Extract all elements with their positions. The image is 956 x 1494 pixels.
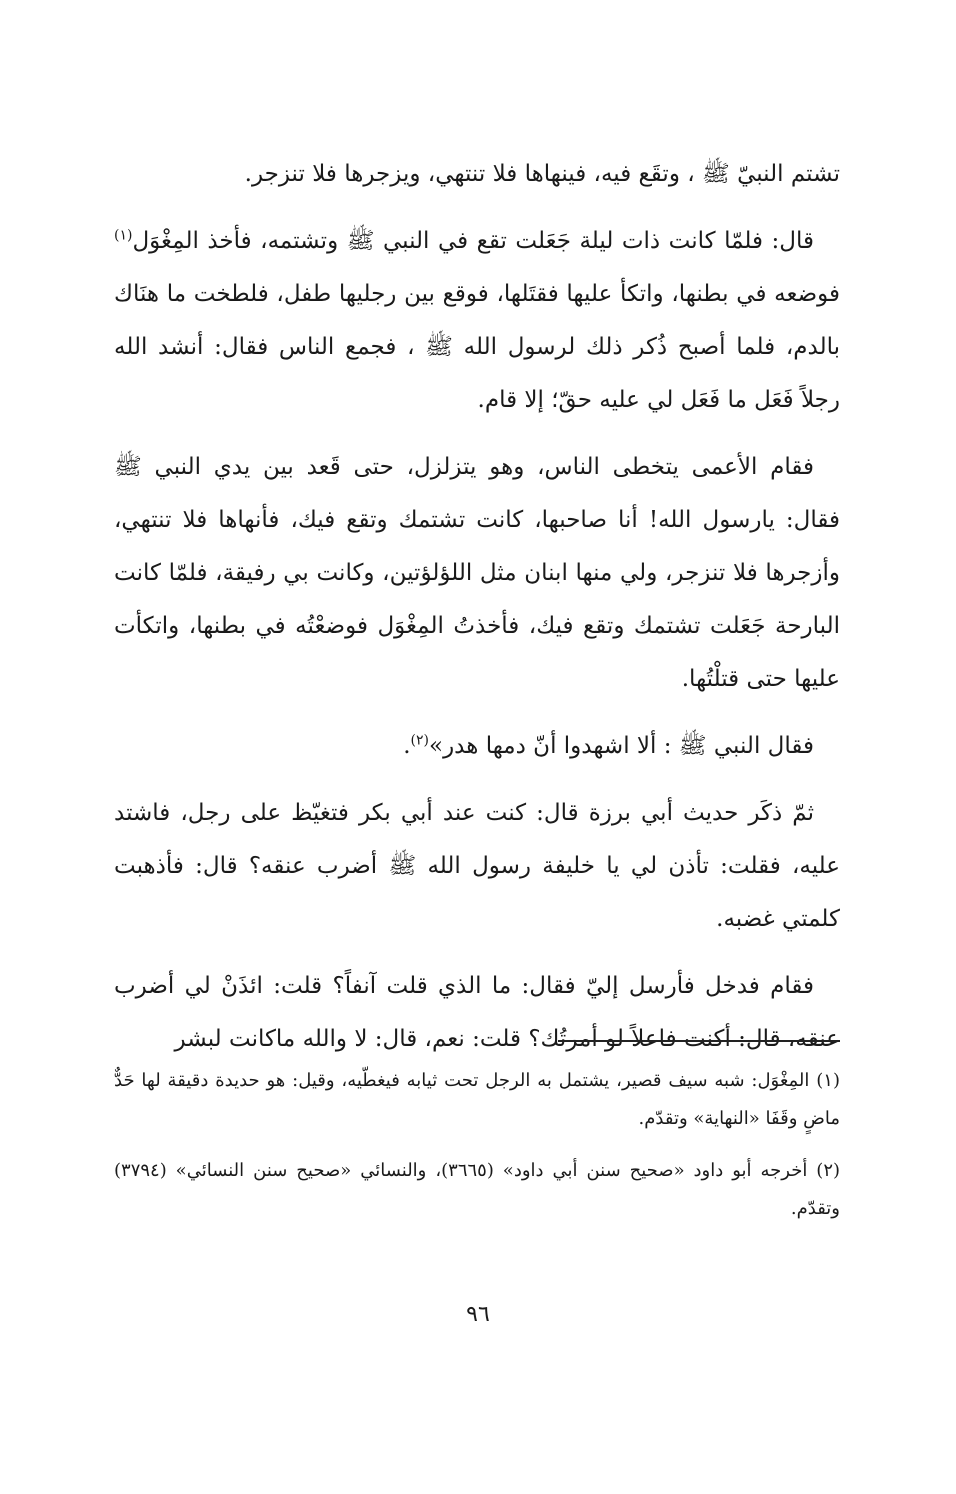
paragraph-text: . — [403, 733, 411, 759]
page-number: ٩٦ — [466, 1302, 490, 1327]
paragraph — [114, 441, 840, 706]
paragraph-text: فقال النبي ﷺ : ألا اشهدوا أنّ دمها هدر» — [429, 733, 814, 759]
footnote: (١) المِغْوَل: شبه سيف قصير، يشتمل به الرجل تحت ثيابه فيغطّيه، وقيل: هو حديدة دقيقة لها حَدٌّ ماضٍ وقَفَا «النهاية» وتقدّم. — [114, 1070, 840, 1129]
paragraph-text: ثمّ ذكَر حديث أبي برزة قال: كنت عند أبي بكر فتغيّظ على رجل، فاشتد عليه، فقلت: تأذن لي يا خليفة رسول الله ﷺ أضرب عنقه؟ قال: فأذهبت كلمتي غضبه. — [114, 800, 840, 932]
paragraph-text: فقام الأعمى يتخطى الناس، وهو يتزلزل، حتى قَعد بين يدي النبي ﷺ فقال: يارسول الله! أنا صاحبها، كانت تشتمك وتقع فيك، فأنهاها فلا تنتهي، وأزجرها فلا تنزجر، ولي منها ابنان مثل اللؤلؤتين، وكانت بي رفيقة، فلمّا كانت البارحة جَعَلت تشتمك وتقع فيك، فأخذتُ المِغْوَل فوضعْتُه في بطنها، واتكأت عليها حتى قتلْتُها. — [114, 454, 840, 692]
paragraph — [114, 720, 840, 773]
paragraph — [114, 148, 840, 201]
paragraph-text: تشتم النبيّ ﷺ ، وتقَع فيه، فينهاها فلا تنتهي، ويزجرها فلا تنزجر. — [244, 161, 840, 187]
paragraph — [114, 215, 840, 427]
main-text — [114, 148, 840, 1066]
footnotes — [114, 1062, 840, 1242]
footnote-divider — [558, 1040, 840, 1042]
paragraph — [114, 960, 840, 1066]
paragraph-text: فوضعه في بطنها، واتكأ عليها فقتَلها، فوقع بين رجليها طفل، فلطخت ما هنَاك بالدم، فلما أصبح ذُكر ذلك لرسول الله ﷺ ، فجمع الناس فقال: أنشد الله رجلاً فَعَل ما فَعَل لي عليه حقّ؛ إلا قام. — [114, 281, 840, 413]
footnote-marker: (١) — [114, 227, 133, 244]
paragraph — [114, 787, 840, 946]
paragraph-text: قال: فلمّا كانت ذات ليلة جَعَلت تقع في النبي ﷺ وتشتمه، فأخذ المِغْوَل — [132, 228, 814, 254]
footnote: (٢) أخرجه أبو داود «صحيح سنن أبي داود» (٣٦٦٥)، والنسائي «صحيح سنن النسائي» (٣٧٩٤) وتقدّم. — [114, 1160, 841, 1219]
paragraph-text: فقام فدخل فأرسل إليّ فقال: ما الذي قلت آنفاً؟ قلت: ائذَنْ لي أضرب عنقه، قال: أكنت فاعلاً لو أمرتُك؟ قلت: نعم، قال: لا والله ماكانت لبشر — [114, 973, 840, 1052]
footnote-marker: (٢) — [410, 732, 429, 749]
